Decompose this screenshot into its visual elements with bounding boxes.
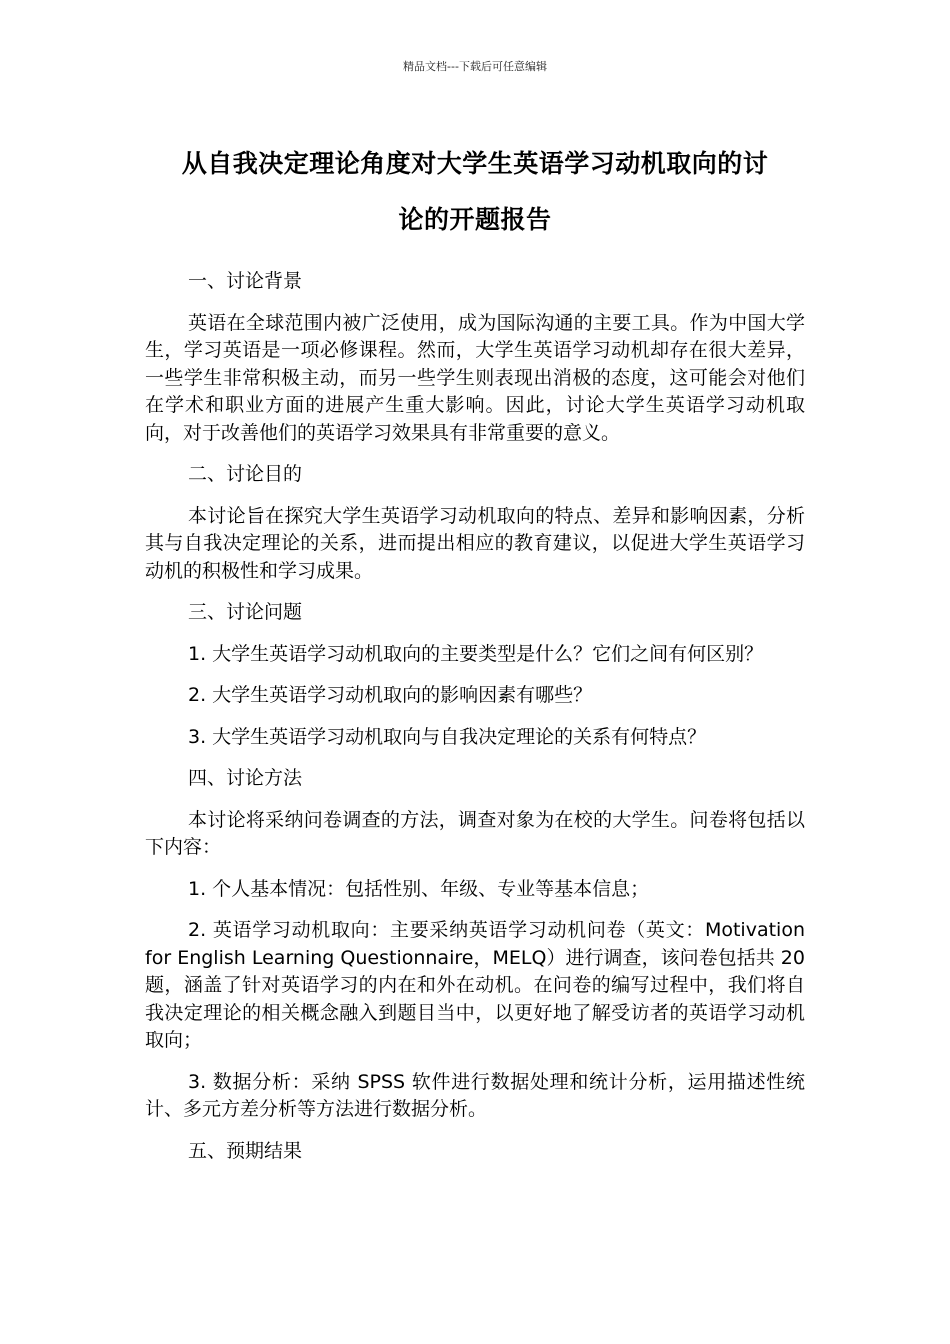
question-2: 2. 大学生英语学习动机取向的影响因素有哪些？: [188, 684, 593, 706]
section-heading-questions: 三、讨论问题: [188, 601, 303, 623]
title-line-1: 从自我决定理论角度对大学生英语学习动机取向的讨: [181, 149, 769, 178]
method-item-3: 3. 数据分析：采纳 SPSS 软件进行数据处理和统计分析，运用描述性统计、多元方差分析等方法进行数据分析。: [145, 1070, 805, 1120]
purpose-paragraph: 本讨论旨在探究大学生英语学习动机取向的特点、差异和影响因素，分析其与自我决定理论的关系，进而提出相应的教育建议，以促进大学生英语学习动机的积极性和学习成果。: [145, 504, 805, 582]
page-header: 精品文档---下载后可任意编辑: [403, 60, 547, 73]
section-heading-expected-results: 五、预期结果: [188, 1139, 303, 1162]
document-title: [140, 136, 810, 248]
section-heading-background: 一、讨论背景: [188, 270, 303, 292]
document-body: [145, 268, 805, 1179]
method-item-1: 1. 个人基本情况：包括性别、年级、专业等基本信息；: [188, 877, 650, 900]
question-1: 1. 大学生英语学习动机取向的主要类型是什么？它们之间有何区别？: [188, 642, 764, 665]
method-item-2: 2. 英语学习动机取向：主要采纳英语学习动机问卷（英文：Motivation for English Learning Questionnaire，MELQ）进行调查，该问卷包括共 20 题，涵盖了针对英语学习的内在和外在动机。在问卷的编写过程中，我们将自我决定理论的相关概念融入到题目当中，以更好地了解受访者的英语学习动机取向；: [145, 919, 805, 1051]
title-line-2: 论的开题报告: [398, 205, 552, 234]
background-paragraph: 英语在全球范围内被广泛使用，成为国际沟通的主要工具。作为中国大学生，学习英语是一项必修课程。然而，大学生英语学习动机却存在很大差异，一些学生非常积极主动，而另一些学生则表现出消极的态度，这可能会对他们在学术和职业方面的进展产生重大影响。因此，讨论大学生英语学习动机取向，对于改善他们的英语学习效果具有非常重要的意义。: [145, 311, 805, 444]
section-heading-purpose: 二、讨论目的: [188, 463, 303, 485]
question-3: 3. 大学生英语学习动机取向与自我决定理论的关系有何特点？: [188, 725, 707, 748]
method-paragraph: 本讨论将采纳问卷调查的方法，调查对象为在校的大学生。问卷将包括以下内容：: [145, 808, 805, 858]
section-heading-method: 四、讨论方法: [188, 767, 303, 789]
